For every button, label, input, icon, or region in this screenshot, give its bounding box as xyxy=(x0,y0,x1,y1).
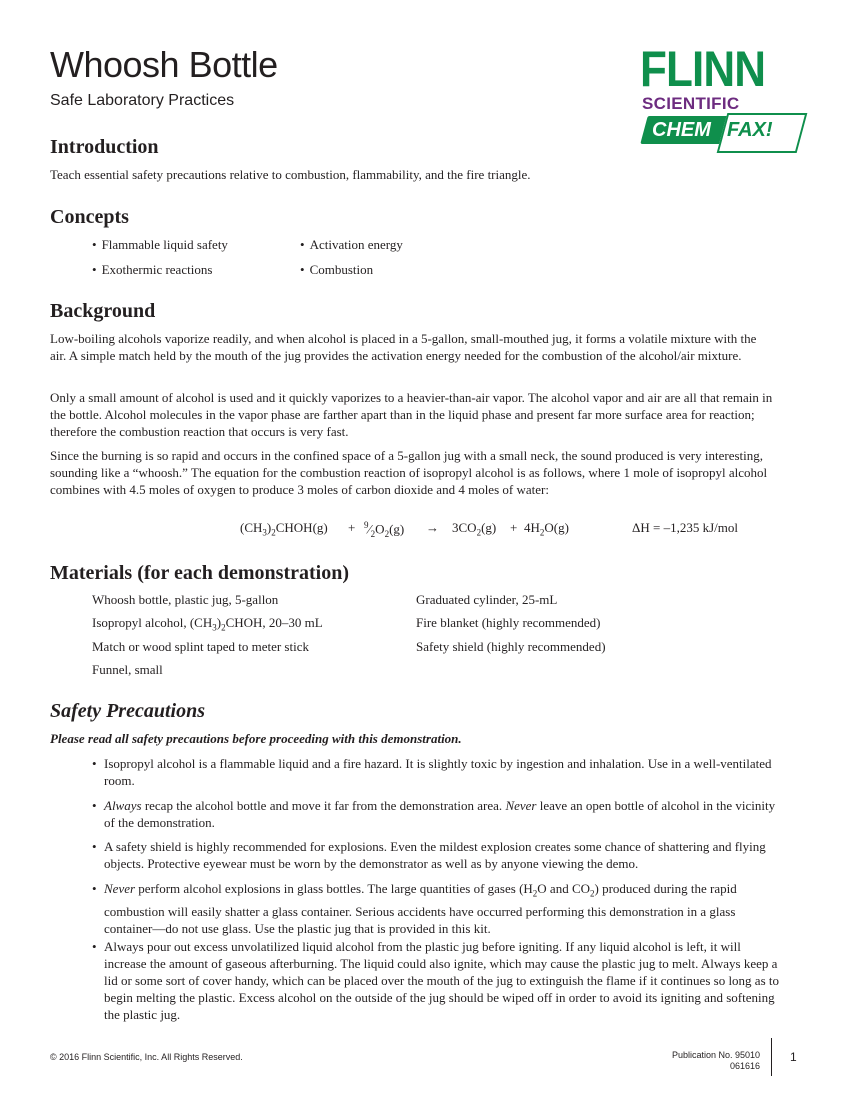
concept-item: • Activation energy xyxy=(300,236,403,253)
equation-product-1: $3CO_2(g)$ xyxy=(452,520,497,538)
material-item: Match or wood splint taped to meter stick xyxy=(92,639,309,654)
equation-plus: + xyxy=(510,520,518,535)
materials-heading: Materials (for each demonstration) xyxy=(50,562,350,584)
footer-date-code: 061616 xyxy=(729,1061,760,1071)
logo-chem-text: CHEM xyxy=(652,119,711,141)
material-item: Isopropyl alcohol, $(CH_3)_2CHOH$, 20–30 mL xyxy=(92,615,323,633)
introduction-heading: Introduction xyxy=(50,136,159,158)
equation-reactant-2: $^9⁄_2O_2(g)$ xyxy=(364,520,405,539)
background-heading: Background xyxy=(50,300,156,322)
safety-heading: Safety Precautions xyxy=(50,700,205,722)
background-paragraph: Low-boiling alcohols vaporize readily, and when alcohol is placed in a 5-gallon, small-mouthed jug, it forms a volatile mixture with the air. A simple match held by the mouth of the jug provides the activation energy needed for the combustion of the alcohol/air mixture. xyxy=(50,331,757,363)
logo-fax-text: FAX! xyxy=(727,119,773,141)
safety-item: • Always pour out excess unvolatilized liquid alcohol from the plastic jug before igniting. If any liquid alcohol is left, it will increase the amount of gaseous afterburning. The liquid could also ignite, which may cause the plastic jug to melt. Always keep a lid or some sort of cover handy, which can be placed over the mouth of the jug to extinguish the flame if it continues so long as to begin melting the plastic. Excess alcohol on the outside of the jug should be wiped off in order to avoid its igniting and softening the plastic jug. xyxy=(92,938,786,1023)
footer-publication: Publication No. 95010 xyxy=(671,1050,760,1060)
equation-reactant-1: $(CH_3)_2CHOH(g)$ xyxy=(240,520,328,538)
safety-item: • Never perform alcohol explosions in glass bottles. The large quantities of gases ($H_2O$ and $CO_2$) produced during the rapid combustion will easily shatter a glass container. Serious accidents have occurred performing this demonstration in a glass container—do not use glass. Use the plastic jug that is provided in this kit. xyxy=(92,880,786,937)
page-subtitle: Safe Laboratory Practices xyxy=(50,92,235,109)
equation-arrow: → xyxy=(426,520,439,535)
safety-item: • A safety shield is highly recommended for explosions. Even the mildest explosion creates some chance of shattering and flying objects. Protective eyewear must be worn by the demonstrator as well as by anyone viewing the demo. xyxy=(92,838,786,872)
equation-enthalpy: ΔH = –1,235 kJ/mol xyxy=(632,520,738,535)
safety-intro: Please read all safety precautions before proceeding with this demonstration. xyxy=(50,731,462,746)
introduction-text: Teach essential safety precautions relative to combustion, flammability, and the fire triangle. xyxy=(50,167,531,182)
material-item: Safety shield (highly recommended) xyxy=(416,639,606,654)
footer-divider xyxy=(771,1038,772,1076)
material-item: Graduated cylinder, 25-mL xyxy=(416,592,558,607)
page-number: 1 xyxy=(790,1050,797,1064)
footer-copyright: © 2016 Flinn Scientific, Inc. All Rights Reserved. xyxy=(50,1052,243,1062)
background-paragraph: Since the burning is so rapid and occurs in the confined space of a 5-gallon jug with a small neck, the sound produced is very interesting, sounding like a “whoosh.” The equation for the combustion reaction of isopropyl alcohol is as follows, where 1 mole of isopropyl alcohol combines with 4.5 moles of oxygen to produce 3 moles of carbon dioxide and 4 moles of water: xyxy=(50,448,768,497)
concept-item: • Combustion xyxy=(300,261,373,278)
concept-item: • Flammable liquid safety xyxy=(92,236,228,253)
page-title: Whoosh Bottle xyxy=(50,44,278,85)
equation-product-2: $4H_2O(g)$ xyxy=(524,520,569,538)
logo-scientific-text: SCIENTIFIC xyxy=(642,94,740,113)
concept-item: • Exothermic reactions xyxy=(92,261,212,278)
material-item: Fire blanket (highly recommended) xyxy=(416,615,601,630)
equation-plus: + xyxy=(348,520,356,535)
logo-flinn-text: FLINN xyxy=(640,41,766,97)
safety-item: • Always recap the alcohol bottle and move it far from the demonstration area. Never leave an open bottle of alcohol in the vicinity of the demonstration. xyxy=(92,797,786,831)
background-paragraph: Only a small amount of alcohol is used and it quickly vaporizes to a heavier-than-air vapor. The alcohol vapor and air are all that remain in the bottle. Alcohol molecules in the vapor phase are farther apart than in the liquid phase and present far more surface area for reaction; therefore the combustion reaction that occurs is very fast. xyxy=(50,390,773,439)
material-item: Whoosh bottle, plastic jug, 5-gallon xyxy=(92,592,279,607)
concepts-heading: Concepts xyxy=(50,206,129,228)
material-item: Funnel, small xyxy=(92,662,163,677)
safety-item: • Isopropyl alcohol is a flammable liquid and a fire hazard. It is slightly toxic by ingestion and inhalation. Use in a well-ventilated room. xyxy=(92,755,786,789)
